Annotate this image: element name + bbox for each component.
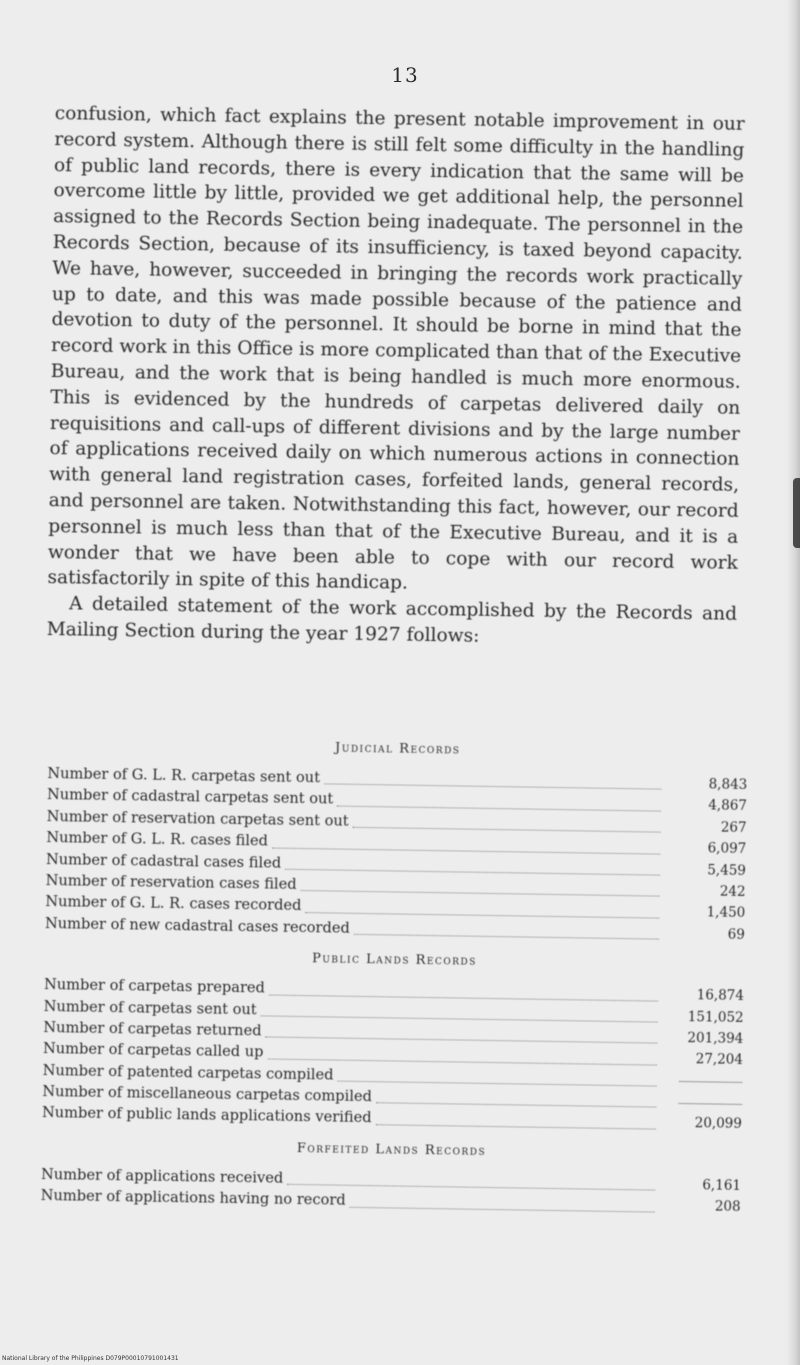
paragraph-intro-statement: A detailed statement of the work accomplished by the Records and Mailing Section during the year 1927 follows: [46, 593, 738, 647]
row-label: Number of applications received [40, 1165, 284, 1187]
section-heading: Forfeited Lands Records [296, 1140, 487, 1159]
row-value: 208 [714, 1198, 741, 1216]
row-label: Number of public lands applications verified [41, 1104, 372, 1127]
row-label: Number of new cadastral cases recorded [44, 914, 350, 937]
row-label: Number of carpetas prepared [43, 976, 266, 997]
page-number: 13 [391, 63, 419, 87]
section-judicial-records [45, 733, 748, 945]
row-label: Number of G. L. R. carpetas sent out [47, 764, 321, 787]
dot-leader [376, 1102, 656, 1108]
scan-footer-caption: National Library of the Philippines D079P00010791001431 [2, 1355, 179, 1362]
row-label: Number of reservation carpetas sent out [46, 807, 349, 830]
page-edge-mark [793, 478, 800, 548]
body-text [46, 101, 744, 654]
paragraph-continuation: confusion, which fact explains the present notable improvement in our record system. Although there is still felt some difficulty in the handling of public land records, there is every indication that the same will be overcome little by little, provided we get additional help, the personnel assigned to the Records Section being inadequate. The personnel in the Records Section, because of its insufficiency, is taxed beyond capacity. We have, however, succeeded in bringing the records work practically up to date, and this was made possible because of the patience and devotion to duty of the personnel. It should be borne in mind that the record work in this Office is more complicated than that of the Executive Bureau, and the work that is being handled is much more enormous. This is evidenced by the hundreds of carpetas delivered daily on requisitions and call-ups of different divisions and by the large number of applications received daily on which numerous actions in connection with general land registration cases, forfeited lands, general records, and personnel are taken. Notwithstanding this fact, however, our record personnel is much less than that of the Executive Bureau, and it is a wonder that we have been able to cope with our record work satisfactorily in spite of this handicap. [47, 102, 745, 594]
row-value: 4,867 [708, 797, 748, 815]
row-value: 27,204 [695, 1051, 744, 1069]
row-label: Number of reservation cases filed [45, 871, 297, 893]
row-label: Number of carpetas returned [43, 1018, 262, 1040]
row-label: Number of applications having no record [40, 1187, 346, 1209]
row-label: Number of cadastral cases filed [45, 850, 282, 872]
dot-leader [350, 1205, 655, 1212]
section-heading: Public Lands Records [311, 951, 477, 969]
row-label: Number of G. L. R. cases recorded [45, 893, 302, 915]
section-forfeited-lands-records [41, 1134, 742, 1218]
row-value: 69 [727, 926, 746, 943]
row-value: 20,099 [694, 1115, 743, 1133]
row-value: 5,459 [707, 861, 747, 879]
row-value-blank [662, 1070, 742, 1093]
blank-value-line [678, 1102, 742, 1105]
row-value: 8,843 [708, 776, 748, 793]
row-value: 16,874 [696, 987, 745, 1005]
row-value: 1,450 [706, 904, 746, 922]
statistics-tables [40, 733, 748, 1228]
row-value: 201,394 [687, 1029, 744, 1047]
row-value-blank [662, 1092, 742, 1115]
row-value: 6,097 [707, 840, 747, 858]
row-value: 151,052 [687, 1008, 744, 1026]
row-label: Number of patented carpetas compiled [42, 1061, 334, 1084]
row-value: 6,161 [702, 1177, 742, 1194]
row-label: Number of cadastral carpetas sent out [46, 786, 334, 808]
dot-leader [375, 1123, 655, 1129]
section-public-lands-records [42, 944, 745, 1135]
section-heading: Judicial Records [334, 740, 461, 758]
row-label: Number of miscellaneous carpetas compiled [42, 1083, 373, 1106]
dot-leader [354, 933, 659, 940]
blank-value-line [679, 1080, 743, 1083]
row-label: Number of G. L. R. cases filed [46, 829, 269, 850]
row-label: Number of carpetas called up [42, 1040, 264, 1061]
row-value: 267 [720, 819, 747, 836]
page-edge-shadow [786, 0, 800, 1365]
row-value: 242 [719, 883, 746, 900]
row-label: Number of carpetas sent out [43, 997, 257, 1018]
